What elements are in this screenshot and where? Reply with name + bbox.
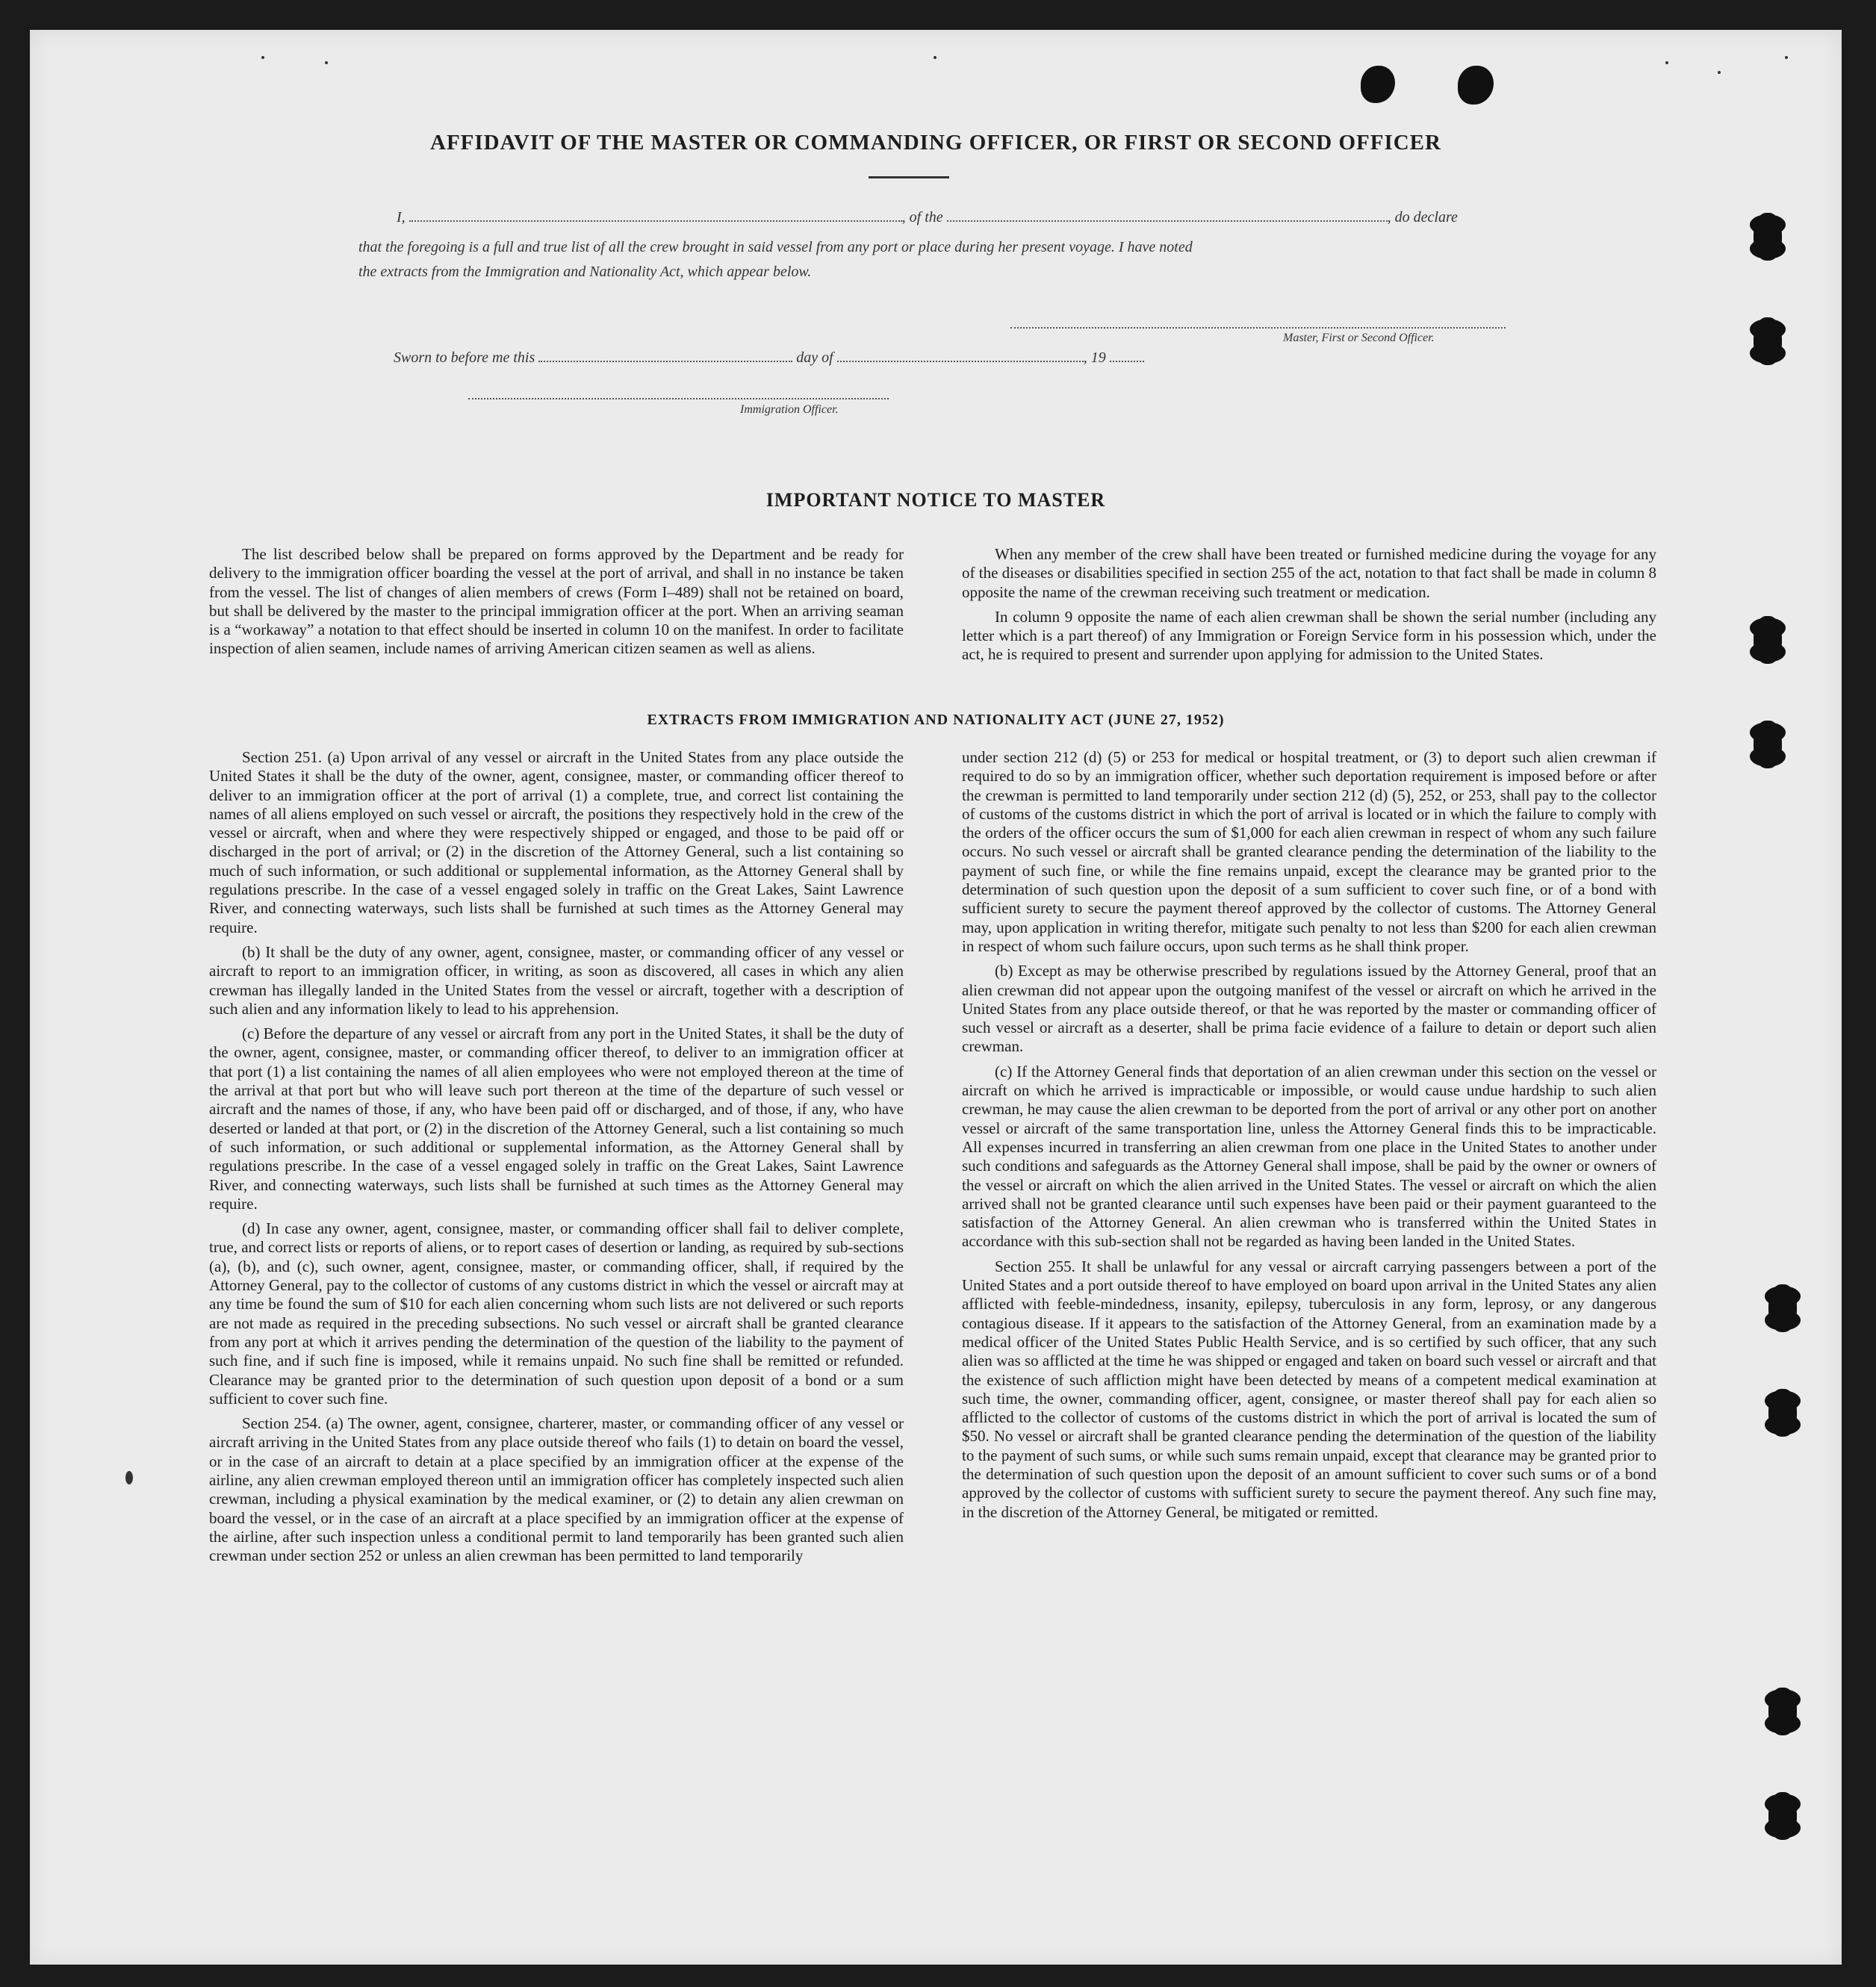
sworn-middle: day of (796, 349, 833, 366)
speck (1718, 71, 1721, 74)
section-251-c: (c) Before the departure of any vessel or aircraft from any port in the United States, it shall be the duty of the owner, agent, consignee, master, or commanding officer thereof, to deliver to an immigration officer at that port (1) a list containing the names of all alien employees who were not employed thereon at the time of the arrival at that port but who will leave such port thereon at the time of the departure of such vessel or aircraft and the names of those, if any, who have been paid off or discharged, and of those, if any, who have deserted or landed at that port, or (2) in the discretion of the Attorney General, such a list containing so much of such information, or such additional or supplemental information, as the Attorney General shall by regulations prescribe. In the case of a vessel engaged solely in traffic on the Great Lakes, Saint Lawrence River, and connecting waterways, such lists shall be furnished at such times as the Attorney General may require. (209, 1024, 904, 1213)
section-251-b: (b) It shall be the duty of any owner, agent, consignee, master, or commanding officer of any vessel or aircraft to report to an immigration officer, in writing, as soon as discovered, all cases in which any alien crewman has illegally landed in the United States from the vessel or aircraft, together with a description of such alien and any information likely to lead to his apprehension. (209, 942, 904, 1018)
sworn-end: , 19 (1083, 349, 1106, 366)
affidavit-line-1-end: , do declare (1387, 209, 1458, 226)
speck (325, 61, 328, 64)
punch-hole (1768, 1389, 1797, 1437)
affidavit-line-3: the extracts from the Immigration and Nationality Act, which appear below. (358, 264, 812, 280)
notice-right-column (962, 545, 1656, 671)
section-254-b: (b) Except as may be otherwise prescribed by regulations issued by the Attorney General, proof that an alien crewman did not appear upon the outgoing manifest of the vessel or aircraft on which he arrived in the United States from any place outside thereof, or that he was reported by the master or commanding officer of such vessel or aircraft as a deserter, shall be prima facie evidence of a failure to detain or deport such alien crewman. (962, 962, 1656, 1056)
section-251-a: Section 251. (a) Upon arrival of any vessel or aircraft in the United States from any place outside the United States it shall be the duty of the owner, agent, consignee, master, or commanding officer thereof to deliver to an immigration officer at the port of arrival (1) a complete, true, and correct list containing the names of all aliens employed on such vessel or aircraft, the positions they respectively hold in the crew of the vessel or aircraft, when and where they were respectively shipped or engaged, and those to be paid off or discharged in the port of arrival; or (2) in the discretion of the Attorney General, such a list containing so much of such information, or such additional or supplemental information, as the Attorney General shall by regulations prescribe. In the case of a vessel engaged solely in traffic on the Great Lakes, Saint Lawrence River, and connecting waterways, such lists shall be furnished at such times as the Attorney General may require. (209, 748, 904, 936)
document-page (30, 30, 1842, 1965)
officer-signature-line (468, 398, 889, 399)
notice-left-paragraph: The list described below shall be prepared on forms approved by the Department and be ready for delivery to the immigration officer boarding the vessel at the port of arrival, and shall in no instance be taken from the vessel. The list of changes of alien members of crews (Form I–489) shall not be retained on board, but shall be delivered by the master to the principal immigration officer at the port. When an arriving seaman is a “workaway” a notation to that effect should be inserted in column 10 on the manifest. In order to facilitate inspection of alien seamen, include names of arriving American citizen seamen as well as aliens. (209, 545, 904, 658)
speck (934, 56, 937, 59)
speck (1785, 56, 1788, 59)
title-underline (869, 176, 949, 178)
punch-hole (1754, 213, 1782, 261)
affidavit-line-1-middle: , of the (901, 209, 943, 226)
notice-heading: IMPORTANT NOTICE TO MASTER (765, 489, 1106, 511)
affidavit-line-1 (397, 209, 1458, 226)
sworn-start: Sworn to before me this (394, 349, 535, 366)
sworn-line (394, 349, 1144, 367)
section-254-a-continued: under section 212 (d) (5) or 253 for medical or hospital treatment, or (3) to deport such alien crewman if required to do so by an immigration officer, whether such deportation requirement is imposed before or after the crewman is permitted to land temporarily under section 212 (d) (5), 252, or 253, shall pay to the collector of customs of the customs district in which the port of arrival is located or in which the failure to comply with the orders of the officer occurs the sum of $1,000 for each alien crewman in respect of whom any such failure occurs. No such vessel or aircraft shall be granted clearance pending the determination of the liability to the payment of such fine, or while the fine remains unpaid, except the clearance may be granted prior to the determination of such question upon the deposit of a sum sufficient to cover such fine, or of a bond with sufficient surety to secure the payment thereof approved by the collector of customs. The Attorney General may, upon application in writing therefor, mitigate such penalty to not less than $200 for each alien crewman in respect of whom such failure occurs, upon such terms as he shall think proper. (962, 748, 1656, 955)
sworn-month-blank (837, 360, 1084, 362)
notice-right-paragraph-1: When any member of the crew shall have been treated or furnished medicine during the voyage for any of the diseases or disabilities specified in section 255 of the act, notation to that fact shall be made in column 8 opposite the name of the crewman receiving such treatment or medication. (962, 545, 1656, 601)
punch-hole (1754, 616, 1782, 664)
sworn-year-blank (1110, 360, 1144, 362)
extracts-heading: EXTRACTS FROM IMMIGRATION AND NATIONALITY ACT (JUNE 27, 1952) (647, 712, 1225, 728)
notice-left-column (209, 545, 904, 665)
officer-signature-caption: Immigration Officer. (740, 403, 839, 416)
speck (125, 1471, 133, 1484)
affidavit-title: AFFIDAVIT OF THE MASTER OR COMMANDING OFFICER, OR FIRST OR SECOND OFFICER (430, 131, 1441, 155)
section-254-a: Section 254. (a) The owner, agent, consignee, charterer, master, or commanding officer of any vessel or aircraft arriving in the United States from any place outside thereof who fails (1) to detain on board the vessel, or in the case of an aircraft to detain at a place specified by an immigration officer at the expense of the airline, any alien crewman employed thereon until an immigration officer has completely inspected such alien crewman, including a physical examination by the medical examiner, or (2) to detain any alien crewman on board the vessel, or in the case of an aircraft at a place specified by an immigration officer at the expense of the airline, after such inspection unless a conditional permit to land temporarily has been granted such alien crewman under section 252 or unless an alien crewman has been permitted to land temporarily (209, 1414, 904, 1565)
punch-hole (1754, 317, 1782, 365)
section-255: Section 255. It shall be unlawful for any vessal or aircraft carrying passengers between a port of the United States and a port outside thereof to have employed on board upon arrival in the United States any alien afflicted with feeble-mindedness, insanity, epilepsy, tuberculosis in any form, leprosy, or any dangerous contagious disease. If it appears to the satisfaction of the Attorney General, from an examination made by a medical officer of the United States Public Health Service, and is so certified by such officer, that any such alien was so afflicted at the time he was shipped or engaged and taken on board such vessel or aircraft and that the existence of such affliction might have been detected by means of a competent medical examination at such time, the owner, commanding officer, agent, consignee, or master thereof shall pay for each alien so afflicted to the collector of customs of the customs district in which the port of arrival is located the sum of $50. No vessel or aircraft shall be granted clearance pending the determination of the question of the liability to the payment of such sums, or while such sums remain unpaid, except that clearance may be granted prior to the determination of such question upon the deposit of an amount sufficient to cover such sums or of a bond approved by the collector of customs with sufficient surety to secure the payment thereof. Any such fine may, in the discretion of the Attorney General, be mitigated or remitted. (962, 1257, 1656, 1521)
sworn-day-blank (538, 360, 792, 362)
master-signature-line (1010, 327, 1506, 329)
extracts-right-column (962, 748, 1656, 1528)
notice-right-paragraph-2: In column 9 opposite the name of each alien crewman shall be shown the serial number (including any letter which is a part thereof) of any Immigration or Foreign Service form in his possession which, under the act, he is required to present and surrender upon applying for admission to the United States. (962, 607, 1656, 664)
vessel-blank (947, 220, 1388, 222)
ink-blot (1458, 66, 1494, 105)
affidavit-line-1-start: I, (397, 209, 406, 226)
punch-hole (1768, 1688, 1797, 1735)
section-254-c: (c) If the Attorney General finds that deportation of an alien crewman under this section on the vessel or aircraft on which he arrived is impracticable or impossible, or would cause undue hardship to such alien crewman, he may cause the alien crewman to be deported from the port of arrival or any other port on another vessel or aircraft of the same transportation line, unless the Attorney General finds this to be impracticable. All expenses incurred in transferring an alien crewman from one place in the United States to another under such conditions and safeguards as the Attorney General shall impose, shall be paid by the owner or owners of the vessel or aircraft on which the alien arrived in the United States. The vessel or aircraft on which the alien arrived shall not be granted clearance until such expenses have been paid or their payment guaranteed to the satisfaction of the Attorney General. An alien crewman who is transferred within the United States in accordance with this sub-section shall not be regarded as having been landed in the United States. (962, 1062, 1656, 1251)
name-blank (409, 220, 902, 222)
master-signature-caption: Master, First or Second Officer. (1283, 332, 1435, 344)
punch-hole (1768, 1792, 1797, 1840)
punch-hole (1768, 1284, 1797, 1332)
ink-blot (1361, 66, 1395, 103)
speck (261, 56, 264, 59)
punch-hole (1754, 721, 1782, 768)
speck (1665, 61, 1668, 64)
section-251-d: (d) In case any owner, agent, consignee, master, or commanding officer shall fail to deliver complete, true, and correct lists or reports of aliens, or to report cases of desertion or landing, as required by sub-sections (a), (b), and (c), such owner, agent, consignee, master, or commanding officer, shall, if required by the Attorney General, pay to the collector of customs of any customs district in which the vessel or aircraft may at any time be found the sum of $10 for each alien concerning whom such lists are not delivered or such reports are not made as required in the preceding subsections. No such vessel or aircraft shall be granted clearance from any port at which it arrives pending the determination of the question of the liability to the payment of such fine, and if such fine is imposed, while it remains unpaid. No such fine shall be remitted or refunded. Clearance may be granted prior to the determination of such question upon deposit of a bond or a sum sufficient to cover such fine. (209, 1219, 904, 1408)
affidavit-line-2: that the foregoing is a full and true list of all the crew brought in said vessel from any port or place during her present voyage. I have noted (358, 239, 1193, 255)
extracts-left-column (209, 748, 904, 1571)
